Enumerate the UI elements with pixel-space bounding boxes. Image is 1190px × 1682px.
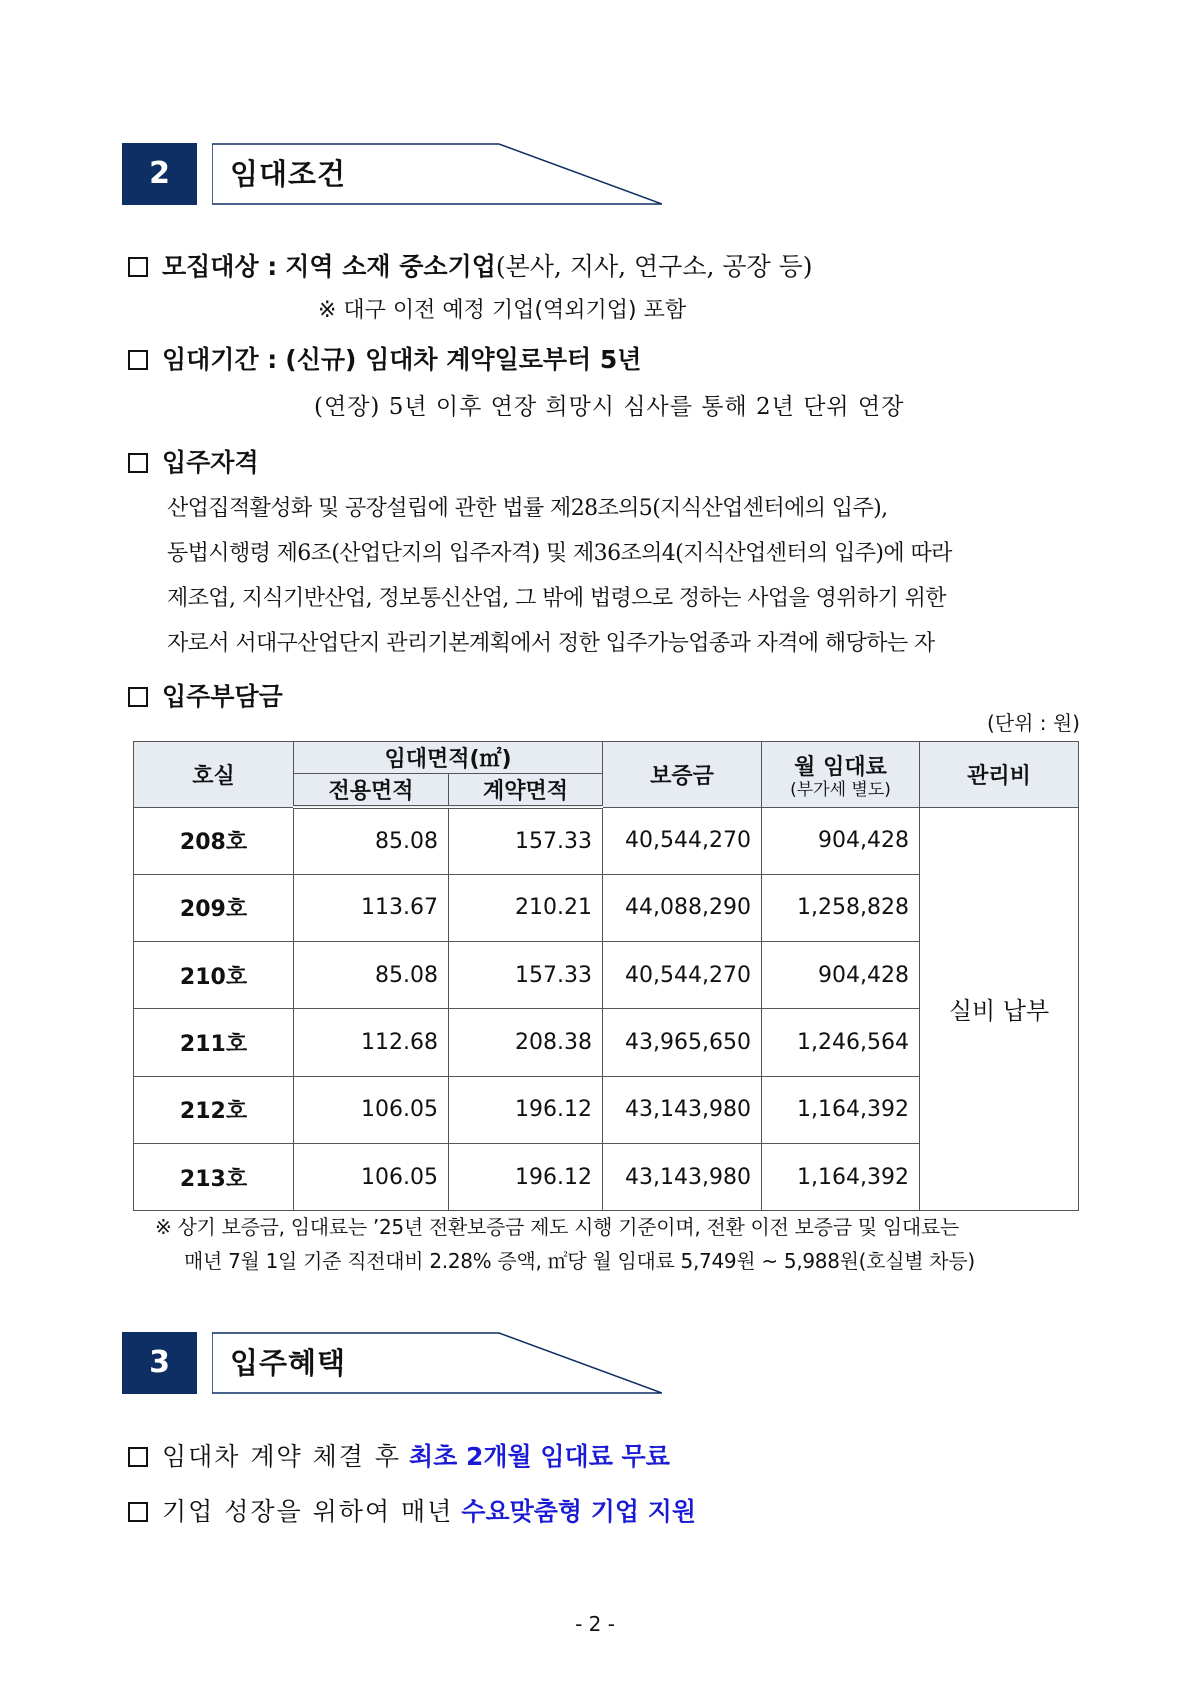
exclusive-cell: 106.05 [294,1076,449,1143]
contract-cell: 208.38 [449,1009,603,1076]
checkbox-square-icon [128,350,148,370]
section-number: 2 [122,143,197,205]
lease-period-value: (신규) 임대차 계약일로부터 5년 [285,345,642,374]
qualification-heading: 입주자격 [128,446,259,480]
recruit-value: 지역 소재 중소기업 [285,252,496,281]
deposit-cell: 43,965,650 [603,1009,762,1076]
section-title: 임대조건 [230,157,347,191]
exclusive-cell: 85.08 [294,942,449,1009]
section-number: 3 [122,1332,197,1394]
room-cell: 212호 [134,1076,294,1143]
header-mgmt: 관리비 [920,742,1079,808]
deposit-cell: 40,544,270 [603,942,762,1009]
recruit-note: ※ 대구 이전 예정 기업(역외기업) 포함 [318,298,687,323]
section-title: 입주혜택 [230,1346,347,1380]
recruit-target: 모집대상 : 지역 소재 중소기업(본사, 지사, 연구소, 공장 등) [128,250,813,284]
room-cell: 210호 [134,942,294,1009]
exclusive-cell: 85.08 [294,807,449,874]
contract-cell: 157.33 [449,807,603,874]
deposit-cell: 40,544,270 [603,807,762,874]
section-2-header [122,143,662,205]
mgmt-cell: 실비 납부 [920,807,1079,1211]
benefit-custom-support: 기업 성장을 위하여 매년 수요맞춤형 기업 지원 [128,1495,696,1529]
exclusive-cell: 112.68 [294,1009,449,1076]
header-deposit: 보증금 [603,742,762,808]
lease-extension: (연장) 5년 이후 연장 희망시 심사를 통해 2년 단위 연장 [314,394,905,420]
room-cell: 211호 [134,1009,294,1076]
monthly-cell: 1,258,828 [762,874,920,941]
contract-cell: 157.33 [449,942,603,1009]
table-note-line-2: 매년 7월 1일 기준 직전대비 2.28% 증액, ㎡당 월 임대료 5,749원 ~ 5,988원(호실별 차등) [184,1249,975,1273]
monthly-cell: 904,428 [762,942,920,1009]
contract-cell: 210.21 [449,874,603,941]
header-exclusive: 전용면적 [294,774,449,808]
monthly-cell: 1,246,564 [762,1009,920,1076]
rent-table [133,741,1079,1211]
unit-label: (단위 : 원) [986,711,1080,735]
benefit-highlight: 수요맞춤형 기업 지원 [461,1497,697,1526]
exclusive-cell: 106.05 [294,1143,449,1210]
section-3-header [122,1332,662,1394]
deposit-cell: 43,143,980 [603,1076,762,1143]
qualification-text: 산업집적활성화 및 공장설립에 관한 법률 제28조의5(지식산업센터에의 입주), 동법시행령 제6조(산업단지의 입주자격) 및 제36조의4(지식산업센터의 입주)에 따라 제조업, 지식기반산업, 정보통신산업, 그 밖에 법령으로 정하는 사업을 영위하기 위한 자로서 서대구산업단지 관리기본계획에서 정한 입주가능업종과 자격에 해당하는 자 [167,496,952,656]
monthly-cell: 1,164,392 [762,1143,920,1210]
header-room: 호실 [134,742,294,808]
contract-cell: 196.12 [449,1076,603,1143]
deposit-cell: 43,143,980 [603,1143,762,1210]
page-number: - 2 - [575,1612,615,1636]
room-cell: 208호 [134,807,294,874]
checkbox-square-icon [128,1502,148,1522]
checkbox-square-icon [128,1447,148,1467]
checkbox-square-icon [128,687,148,707]
table-note-line-1: ※ 상기 보증금, 임대료는 ’25년 전환보증금 제도 시행 기준이며, 전환 이전 보증금 및 임대료는 [155,1215,959,1239]
exclusive-cell: 113.67 [294,874,449,941]
monthly-cell: 1,164,392 [762,1076,920,1143]
lease-period: 임대기간 : (신규) 임대차 계약일로부터 5년 [128,343,641,377]
deposit-cell: 44,088,290 [603,874,762,941]
contract-cell: 196.12 [449,1143,603,1210]
checkbox-square-icon [128,453,148,473]
deposit-heading: 입주부담금 [128,680,283,714]
room-cell: 209호 [134,874,294,941]
benefit-free-rent: 임대차 계약 체결 후 최초 2개월 임대료 무료 [128,1440,670,1474]
header-contract: 계약면적 [449,774,603,808]
checkbox-square-icon [128,257,148,277]
benefit-highlight: 최초 2개월 임대료 무료 [409,1442,670,1471]
room-cell: 213호 [134,1143,294,1210]
table-row [134,807,1079,874]
header-monthly: 월 임대료 (부가세 별도) [762,742,920,808]
header-area: 임대면적(㎡) [294,742,603,774]
monthly-cell: 904,428 [762,807,920,874]
